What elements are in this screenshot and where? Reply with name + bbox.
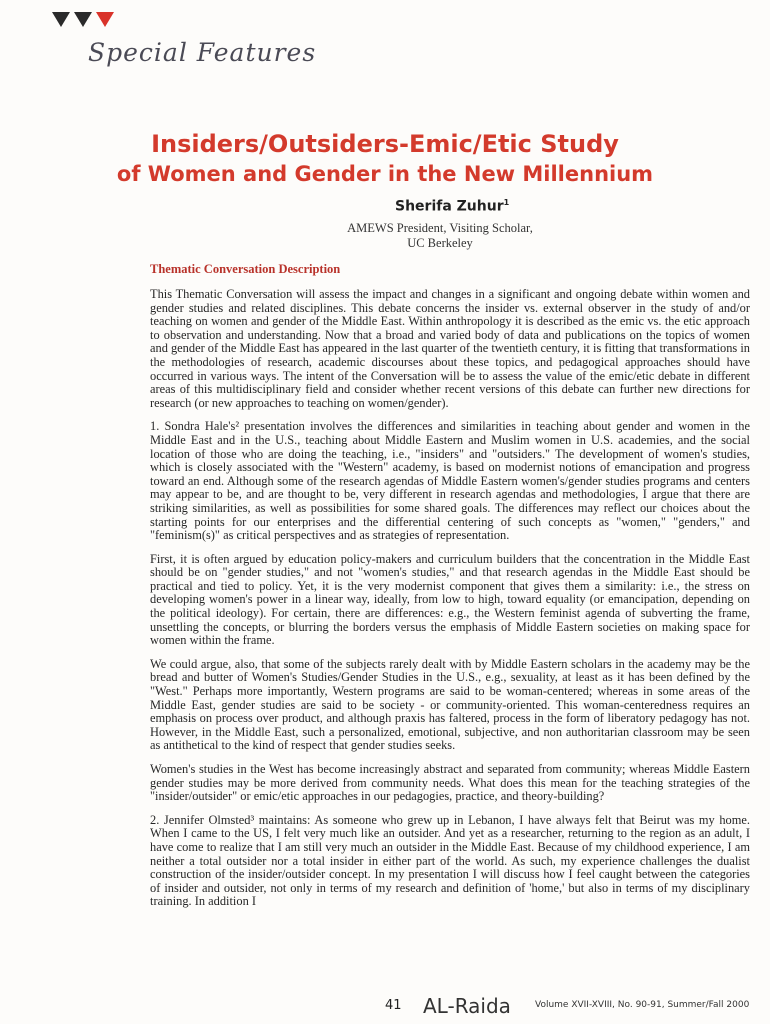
paragraph: 1. Sondra Hale's² presentation involves the differences and similarities in teaching about gender and women in the Middle East and in the U.S., teaching about Middle Eastern and Muslim women in U.S. academies, and the social location of those who are doing the teaching, i.e., "insiders" and "outsiders." The development of women's studies, which is closely associated with the "Western" academy, is based on modernist notions of emancipation and progress toward an end. Although some of the research agendas of Middle Eastern women's/gender studies programs and centers may appear to be, and are thought to be, very different in research agendas and methodologies, I argue that there are striking similarities, as well as possibilities for some shared goals. The differences may reflect our choices about the starting points for our enterprises and the differential centering of such concepts as "women," "genders," and "feminism(s)" as critical perspectives and as strategies of representation. bbox=[150, 419, 750, 543]
author-name bbox=[395, 198, 509, 215]
article-subtitle: of Women and Gender in the New Millennium bbox=[116, 162, 654, 186]
author-name-text: Sherifa Zuhur bbox=[395, 198, 504, 215]
triangle-icon bbox=[74, 12, 92, 27]
paragraph: This Thematic Conversation will assess the impact and changes in a significant and ongoing debate within women and gender studies and related disciplines. This debate concerns the insider vs. external observer in the study of and/or teaching on women and gender of the Middle East. Within anthropology it is described as the emic vs. the etic approach to observation and understanding. Now that a broad and varied body of data and publications on the topics of women and gender of the Middle East has appeared in the last quarter of the twentieth century, it is fitting that transformations in the methodologies of research, academic discourses about these topics, and pedagogical approaches should have occurred in various ways. The intent of the Conversation will be to assess the value of the emic/etic debate in different areas of this multidisciplinary field and consider whether recent versions of this debate can further new directions for research (or new approaches to teaching on women/gender). bbox=[150, 287, 750, 410]
article-title: Insiders/Outsiders-Emic/Etic Study bbox=[151, 130, 619, 158]
article-body bbox=[150, 288, 750, 919]
triangle-icon bbox=[96, 12, 114, 27]
issue-info: Volume XVII-XVIII, No. 90-91, Summer/Fall 2000 bbox=[535, 1000, 750, 1010]
triangle-icon bbox=[52, 12, 70, 27]
author-affiliation: AMEWS President, Visiting Scholar, bbox=[347, 221, 533, 235]
header-triangles-icon bbox=[52, 12, 114, 27]
paragraph: 2. Jennifer Olmsted³ maintains: As someone who grew up in Lebanon, I have always felt that Beirut was my home. When I came to the US, I felt very much like an outsider. And yet as a researcher, returning to the region as an adult, I have come to realize that I am still very much an outsider in the Middle East. Because of my childhood experience, I am neither a total outsider nor a total insider in either part of the world. As such, my experience challenges the dualist construction of the insider/outsider concept. In my presentation I will discuss how I feel caught between the categories of insider and outsider, not only in terms of my research and definition of 'home,' but also in terms of my disciplinary training. In addition I bbox=[150, 812, 750, 909]
section-heading: Thematic Conversation Description bbox=[150, 262, 341, 276]
author-footnote-marker: 1 bbox=[503, 198, 510, 207]
paragraph: Women's studies in the West has become increasingly abstract and separated from community; whereas Middle Eastern gender studies may be more derived from community needs. What does this mean for the teaching strategies of the "insider/outsider" or emic/etic approaches in our pedagogies, practice, and theory-building? bbox=[150, 762, 750, 804]
author-institution: UC Berkeley bbox=[407, 236, 473, 250]
page-number: 41 bbox=[385, 998, 402, 1013]
paragraph: We could argue, also, that some of the subjects rarely dealt with by Middle Eastern scholars in the academy may be the bread and butter of Women's Studies/Gender Studies in the U.S., e.g., sexuality, at least as it has been defined by the "West." Perhaps more importantly, Western programs are said to be woman-centered; whereas in some areas of the Middle East, gender studies are said to be society - or community-oriented. This woman-centeredness requires an emphasis on process over product, and although praxis has faltered, process in the form of liberatory pedagogy has not. However, in the Middle East, such a personalized, emotional, subjective, and non authoritarian classroom may be seen as antithetical to the kind of respect that gender studies seeks. bbox=[150, 656, 750, 753]
page-footer bbox=[0, 994, 770, 1022]
magazine-name: AL-Raida bbox=[423, 994, 511, 1018]
paragraph: First, it is often argued by education policy-makers and curriculum builders that the concentration in the Middle East should be on "gender studies," and not "women's studies," and that research agendas in the Middle East should be practical and tied to policy. Yet, it is the very modernist component that gives them a similarity: i.e., the stress on developing women's power in a linear way, ideally, from low to high, toward equality (or emancipation, depending on the political ideology). For certain, there are differences: e.g., the Western feminist agenda of subverting the frame, unsettling the concepts, or blurring the borders versus the emphasis of Middle Eastern societies on making space for women within the frame. bbox=[150, 551, 750, 648]
section-label: Special Features bbox=[88, 38, 317, 67]
